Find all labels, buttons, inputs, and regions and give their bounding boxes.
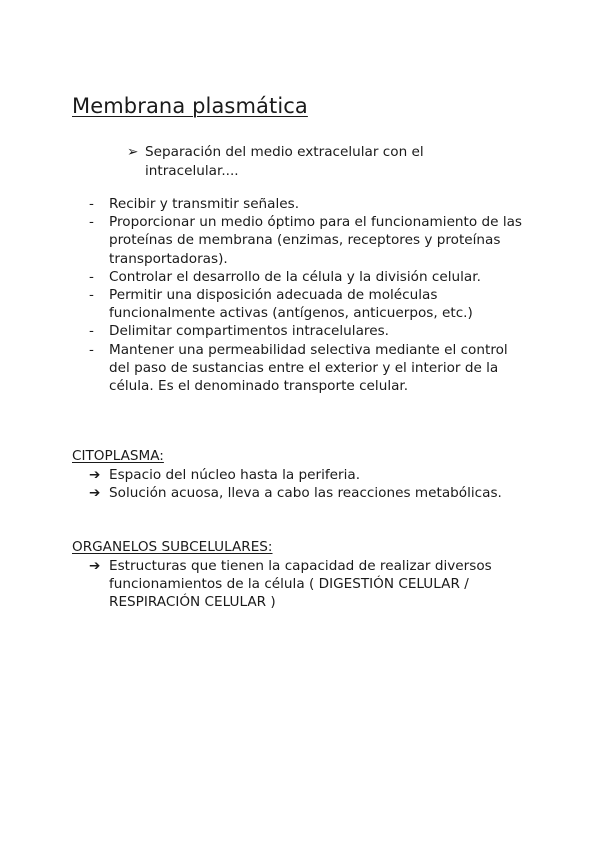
organelos-list — [89, 557, 539, 612]
list-item-text: Estructuras que tienen la capacidad de realizar diversos funcionamientos de la célula ( DIGESTIÓN CELULAR / RESPIRACIÓN CELULAR ) — [109, 558, 492, 611]
dash-bullet: - — [89, 287, 94, 304]
intro-bullet — [127, 143, 487, 180]
list-item — [89, 213, 529, 268]
list-item — [89, 557, 539, 612]
list-item-text: Controlar el desarrollo de la célula y la división celular. — [109, 268, 481, 285]
list-item-text: Espacio del núcleo hasta la periferia. — [109, 467, 361, 483]
arrow-bullet-icon: ➔ — [89, 485, 101, 502]
list-item — [89, 466, 539, 484]
list-item — [89, 268, 529, 286]
arrow-bullet-icon: ➔ — [89, 558, 101, 574]
list-item-text: Mantener una permeabilidad selectiva mediante el control del paso de sustancias entre el exterior y el interior de la célula. Es el denominado transporte celular. — [109, 341, 508, 395]
dash-bullet: - — [89, 323, 94, 340]
list-item — [89, 195, 529, 213]
arrow-bullet-icon: ➔ — [89, 467, 101, 483]
citoplasma-heading: CITOPLASMA: — [72, 448, 164, 464]
page-title: Membrana plasmática — [72, 94, 308, 118]
dash-bullet: - — [89, 341, 94, 358]
organelos-heading: ORGANELOS SUBCELULARES: — [72, 539, 273, 555]
list-item-text: Solución acuosa, lleva a cabo las reacciones metabólicas. — [109, 485, 502, 502]
list-item-text: Recibir y transmitir señales. — [109, 196, 300, 212]
dash-bullet: - — [89, 214, 94, 231]
intro-text: Separación del medio extracelular con el intracelular.... — [145, 144, 424, 179]
list-item-text: Permitir una disposición adecuada de moléculas funcionalmente activas (antígenos, anticuerpos, etc.) — [109, 287, 473, 322]
list-item — [89, 286, 529, 322]
dash-bullet: - — [89, 196, 94, 212]
membrane-functions-list — [89, 195, 529, 395]
list-item-text: Proporcionar un medio óptimo para el funcionamiento de las proteínas de membrana (enzimas, receptores y proteínas transportadoras). — [109, 214, 523, 267]
list-item — [89, 341, 529, 396]
list-item-text: Delimitar compartimentos intracelulares. — [109, 323, 389, 340]
list-item — [89, 322, 529, 340]
list-item — [89, 484, 539, 502]
citoplasma-list — [89, 466, 539, 502]
arrowhead-bullet-icon: ➢ — [127, 144, 139, 160]
dash-bullet: - — [89, 268, 94, 285]
